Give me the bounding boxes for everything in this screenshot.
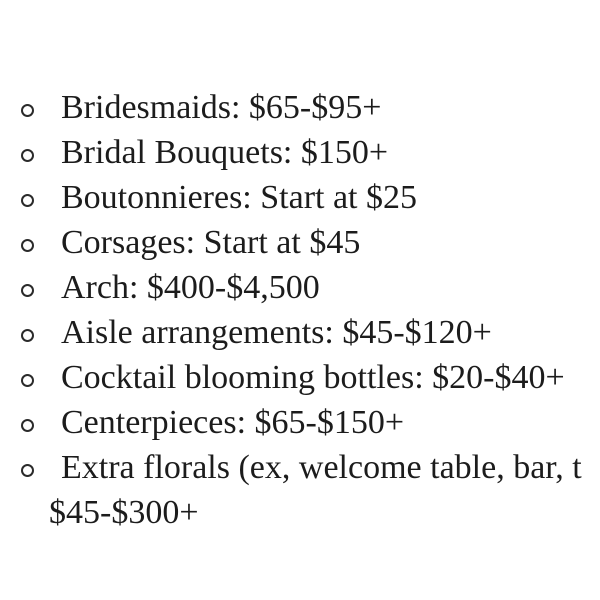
circle-bullet-icon — [21, 239, 34, 252]
list-item — [21, 355, 600, 400]
circle-bullet-icon — [21, 464, 34, 477]
list-item-text: Bridal Bouquets: $150+ — [61, 134, 389, 171]
list-item-text: Corsages: Start at $45 — [61, 224, 361, 261]
list-item — [21, 265, 600, 310]
list-item-text: Boutonnieres: Start at $25 — [61, 179, 418, 216]
list-item — [21, 220, 600, 265]
list-item-text: Aisle arrangements: $45-$120+ — [61, 314, 492, 351]
list-item-text: Cocktail blooming bottles: $20-$40+ — [61, 359, 565, 396]
circle-bullet-icon — [21, 194, 34, 207]
list-item — [21, 130, 600, 175]
list-item-text: Bridesmaids: $65-$95+ — [61, 89, 382, 126]
circle-bullet-icon — [21, 374, 34, 387]
list-item-continuation: $45-$300+ — [49, 494, 199, 531]
list-item-text: Centerpieces: $65-$150+ — [61, 404, 405, 441]
list-item — [21, 310, 600, 355]
circle-bullet-icon — [21, 329, 34, 342]
list-item — [21, 445, 600, 490]
list-item-text: Extra florals (ex, welcome table, bar, t — [61, 449, 582, 486]
circle-bullet-icon — [21, 149, 34, 162]
circle-bullet-icon — [21, 284, 34, 297]
list-item — [21, 85, 600, 130]
list-item-text: Arch: $400-$4,500 — [61, 269, 320, 306]
circle-bullet-icon — [21, 419, 34, 432]
list-item — [21, 400, 600, 445]
circle-bullet-icon — [21, 104, 34, 117]
list-item — [21, 175, 600, 220]
